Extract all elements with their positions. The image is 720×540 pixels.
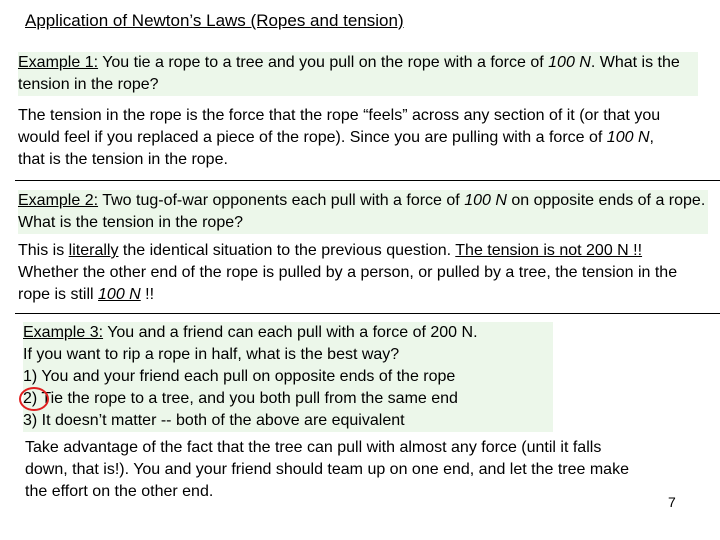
example-2-question — [18, 190, 708, 234]
example-2-answer-mid: the identical situation to the previous question. — [118, 242, 456, 259]
example-2-question-text: Two tug-of-war opponents each pull with a force of — [98, 192, 465, 209]
example-3-option-3: 3) It doesn’t matter -- both of the above are equivalent — [23, 412, 405, 429]
example-1-question — [18, 52, 698, 96]
example-3-line-1 — [23, 322, 553, 344]
example-1-question-text: You tie a rope to a tree and you pull on the rope with a force of — [98, 54, 549, 71]
example-3-question-text: You and a friend can each pull with a force of 200 N. — [103, 324, 478, 341]
example-1-answer — [18, 105, 683, 171]
example-1-label: Example 1: — [18, 54, 99, 71]
example-2-not-200: The tension is not 200 N !! — [455, 242, 643, 259]
example-2-answer — [18, 240, 688, 306]
example-3-option-2: 2) Tie the rope to a tree, and you both pull from the same end — [23, 390, 458, 407]
example-3-label: Example 3: — [23, 324, 104, 341]
page-title: Application of Newton’s Laws (Ropes and tension) — [25, 11, 404, 30]
example-3-question — [23, 322, 553, 432]
example-2-force: 100 N — [464, 192, 507, 209]
example-1-answer-end: , that is the tension in the rope. — [18, 129, 654, 168]
example-3-option-1: 1) You and your friend each pull on opposite ends of the rope — [23, 368, 456, 385]
example-2-question-end: on opposite ends of a rope. What is the tension in the rope? — [18, 192, 706, 231]
example-1-question-end: . What is the tension in the rope? — [18, 54, 680, 93]
example-2-answer-start: This is — [18, 242, 69, 259]
divider-1 — [15, 180, 720, 181]
example-2-answer-text: Whether the other end of the rope is pulled by a person, or pulled by a tree, the tension in the rope is still — [18, 264, 678, 303]
divider-2 — [15, 313, 720, 314]
example-1-force: 100 N — [548, 54, 591, 71]
example-2-label: Example 2: — [18, 192, 99, 209]
example-2-answer-end: !! — [140, 286, 155, 303]
page-number: 7 — [668, 494, 676, 510]
example-3-line-2: If you want to rip a rope in half, what is the best way? — [23, 346, 400, 363]
example-2-answer-force: 100 N — [98, 286, 141, 303]
example-1-answer-force: 100 N — [606, 129, 650, 146]
example-2-literally: literally — [68, 242, 119, 259]
example-1-answer-text: The tension in the rope is the force that the rope “feels” across any section of it (or that you would feel if you replaced a piece of the rope). Since you are pulling with a force of — [18, 107, 661, 146]
answer-circle-marker — [19, 387, 49, 411]
example-3-answer: Take advantage of the fact that the tree can pull with almost any force (until it falls down, that is!). You and your friend should team up on one end, and let the tree make the effort on the other end. — [25, 439, 629, 500]
